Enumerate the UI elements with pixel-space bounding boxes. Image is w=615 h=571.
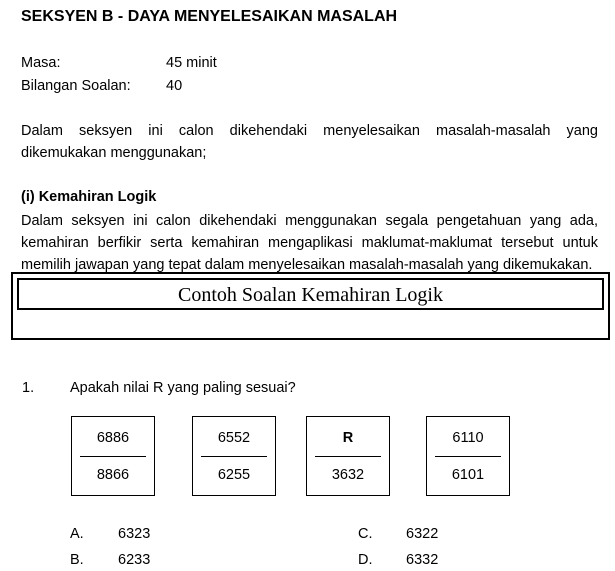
question-text: Apakah nilai R yang paling sesuai? bbox=[70, 380, 296, 396]
option-d-value: 6332 bbox=[406, 552, 439, 568]
duration-value: 45 minit bbox=[166, 55, 217, 71]
box-top-value: R bbox=[342, 430, 354, 446]
example-banner bbox=[11, 272, 610, 340]
banner-title: Contoh Soalan Kemahiran Logik bbox=[178, 284, 443, 306]
question-count-label: Bilangan Soalan: bbox=[21, 78, 131, 94]
intro-paragraph: Dalam seksyen ini calon dikehendaki menyelesaikan masalah-masalah yang dikemukakan menggunakan; bbox=[21, 123, 598, 161]
option-b-value: 6233 bbox=[118, 552, 151, 568]
box-top-value: 6110 bbox=[452, 430, 484, 446]
option-b-letter: B. bbox=[70, 552, 84, 568]
section-heading: SEKSYEN B - DAYA MENYELESAIKAN MASALAH bbox=[21, 8, 398, 25]
option-a-letter: A. bbox=[70, 526, 84, 542]
number-box-1 bbox=[71, 416, 155, 496]
subsection-title: (i) Kemahiran Logik bbox=[21, 189, 157, 205]
box-divider bbox=[80, 456, 146, 457]
option-a-value: 6323 bbox=[118, 526, 151, 542]
box-divider bbox=[315, 456, 381, 457]
box-bottom-value: 3632 bbox=[331, 467, 365, 483]
subsection-paragraph: Dalam seksyen ini calon dikehendaki menggunakan segala pengetahuan yang ada, kemahiran berfikir serta kemahiran mengaplikasi maklumat-maklumat tersebut untuk memilih jawapan yang tepat dalam menyelesaikan masalah-masalah yang dikemukakan. bbox=[21, 213, 598, 273]
number-box-4 bbox=[426, 416, 510, 496]
option-c-letter: C. bbox=[358, 526, 373, 542]
option-d-letter: D. bbox=[358, 552, 373, 568]
number-box-3 bbox=[306, 416, 390, 496]
box-top-value: 6552 bbox=[217, 430, 251, 446]
banner-inner-frame bbox=[17, 278, 604, 310]
box-bottom-value: 8866 bbox=[96, 467, 130, 483]
question-count-value: 40 bbox=[166, 78, 183, 94]
duration-label: Masa: bbox=[21, 55, 61, 71]
option-c-value: 6322 bbox=[406, 526, 439, 542]
box-bottom-value: 6255 bbox=[217, 467, 251, 483]
question-number: 1. bbox=[22, 380, 35, 396]
box-bottom-value: 6101 bbox=[451, 467, 485, 483]
box-top-value: 6886 bbox=[96, 430, 130, 446]
box-divider bbox=[201, 456, 267, 457]
box-divider bbox=[435, 456, 501, 457]
number-box-2 bbox=[192, 416, 276, 496]
